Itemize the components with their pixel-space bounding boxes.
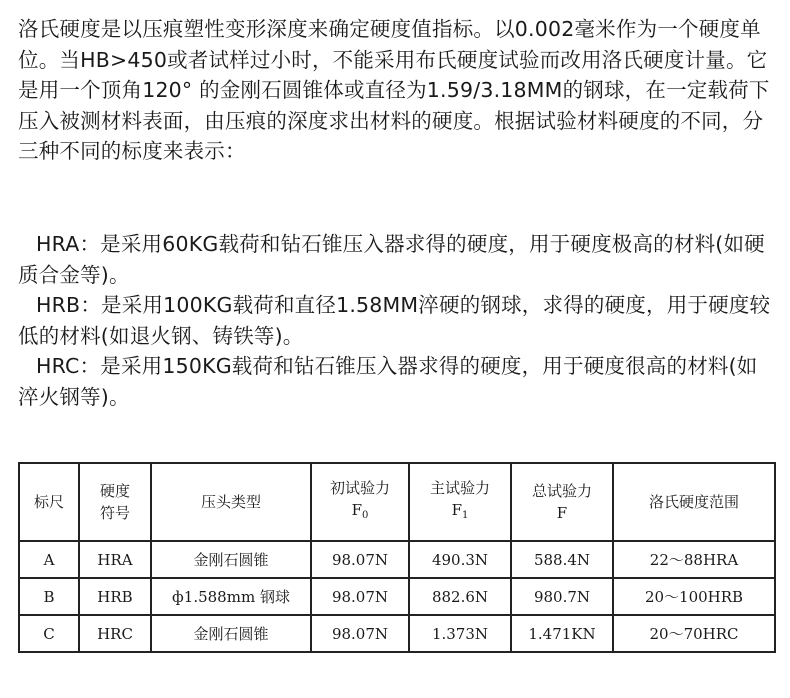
header-main-force-symbol xyxy=(414,499,506,527)
scale-description-hrb-text: HRB：是采用100KG载荷和直径1.58MM淬硬的钢球，求得的硬度，用于硬度较低的材料(如退火钢、铸铁等)。 xyxy=(18,293,771,348)
table-row xyxy=(19,615,775,652)
cell-symbol: HRA xyxy=(79,541,151,578)
hardness-table xyxy=(18,462,776,653)
scale-description-hra xyxy=(18,229,778,290)
header-main-force-sub: 1 xyxy=(462,510,469,521)
cell-total-force: 980.7N xyxy=(511,578,613,615)
header-scale: 标尺 xyxy=(19,463,79,541)
header-main-force xyxy=(409,463,511,541)
cell-symbol: HRC xyxy=(79,615,151,652)
scale-description-hrb xyxy=(18,290,778,351)
cell-range: 20～70HRC xyxy=(613,615,775,652)
header-initial-force xyxy=(311,463,409,541)
header-symbol-text: 硬度符号 xyxy=(99,482,130,522)
cell-initial-force: 98.07N xyxy=(311,578,409,615)
cell-total-force: 1.471KN xyxy=(511,615,613,652)
cell-indenter: ф1.588mm 钢球 xyxy=(151,578,311,615)
scale-description-hra-text: HRA：是采用60KG载荷和钻石锥压入器求得的硬度，用于硬度极高的材料(如硬质合金等)。 xyxy=(18,232,765,287)
header-initial-force-symbol xyxy=(316,499,404,527)
header-range: 洛氏硬度范围 xyxy=(613,463,775,541)
intro-paragraph: 洛氏硬度是以压痕塑性变形深度来确定硬度值指标。以0.002毫米作为一个硬度单位。当HB>450或者试样过小时，不能采用布氏硬度试验而改用洛氏硬度计量。它是用一个顶角120° 的金刚石圆锥体或直径为1.59/3.18MM的钢球，在一定载荷下压入被测材料表面，由压痕的深度求出材料的硬度。根据试验材料硬度的不同，分三种不同的标度来表示： xyxy=(18,17,770,163)
cell-main-force: 882.6N xyxy=(409,578,511,615)
header-total-force xyxy=(511,463,613,541)
cell-scale: A xyxy=(19,541,79,578)
cell-main-force: 490.3N xyxy=(409,541,511,578)
cell-initial-force: 98.07N xyxy=(311,541,409,578)
cell-scale: B xyxy=(19,578,79,615)
cell-scale: C xyxy=(19,615,79,652)
header-initial-force-label: 初试验力 xyxy=(329,479,390,497)
header-initial-force-sym: F xyxy=(351,501,363,519)
header-symbol xyxy=(79,463,151,541)
header-main-force-sym: F xyxy=(451,501,463,519)
header-indenter: 压头类型 xyxy=(151,463,311,541)
cell-total-force: 588.4N xyxy=(511,541,613,578)
scale-description-hrc xyxy=(18,351,778,412)
header-main-force-label: 主试验力 xyxy=(429,479,490,497)
table-header-row xyxy=(19,463,775,541)
header-total-force-sym: F xyxy=(556,504,568,522)
cell-indenter: 金刚石圆锥 xyxy=(151,615,311,652)
table-row xyxy=(19,541,775,578)
header-total-force-label: 总试验力 xyxy=(531,482,592,500)
table-row xyxy=(19,578,775,615)
cell-indenter: 金刚石圆锥 xyxy=(151,541,311,578)
cell-symbol: HRB xyxy=(79,578,151,615)
cell-main-force: 1.373N xyxy=(409,615,511,652)
scale-descriptions xyxy=(18,229,778,412)
cell-initial-force: 98.07N xyxy=(311,615,409,652)
cell-range: 20～100HRB xyxy=(613,578,775,615)
cell-range: 22～88HRA xyxy=(613,541,775,578)
header-initial-force-sub: 0 xyxy=(362,510,369,521)
scale-description-hrc-text: HRC：是采用150KG载荷和钻石锥压入器求得的硬度，用于硬度很高的材料(如淬火钢等)。 xyxy=(18,354,758,409)
